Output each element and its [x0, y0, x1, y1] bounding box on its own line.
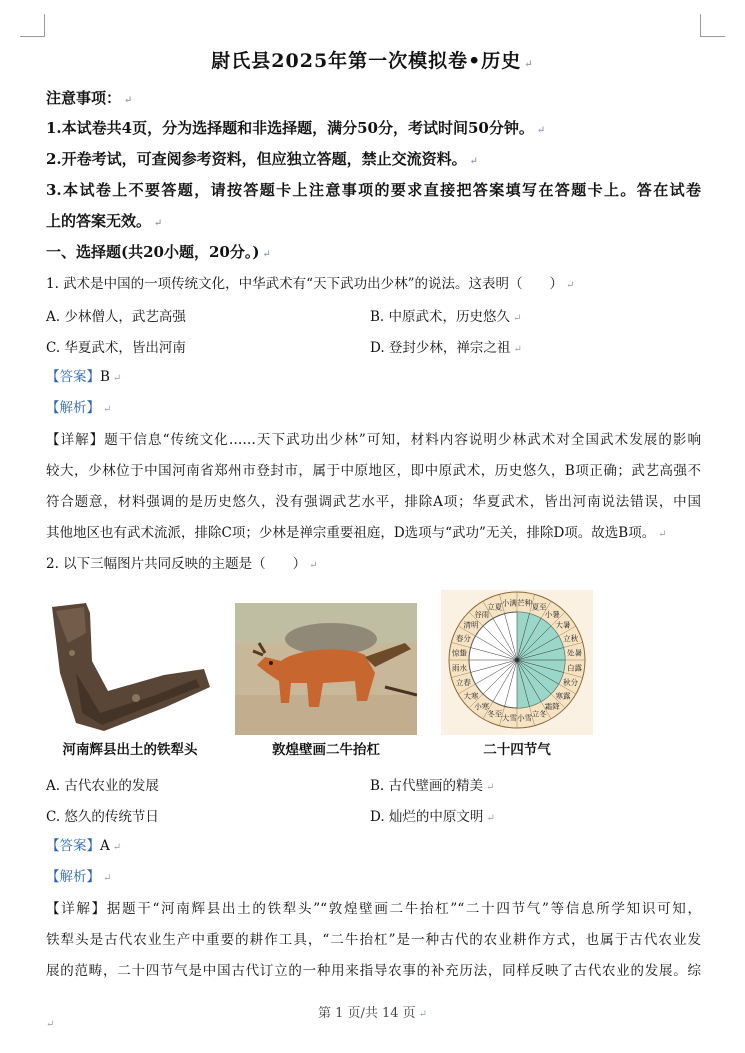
solar-term-label: 芒种: [517, 598, 533, 608]
question-2-options-row-1: [46, 774, 701, 794]
solar-term-label: 雨水: [451, 663, 467, 673]
solar-term-label: 立夏: [487, 602, 503, 612]
solar-term-label: 立秋: [563, 633, 579, 643]
question-1-options-row-2: [46, 336, 701, 356]
wheel-center: [515, 658, 519, 662]
figure-caption: 二十四节气: [483, 742, 551, 758]
dunhuang-mural-image: [235, 603, 417, 735]
solar-term-label: 小寒: [474, 702, 490, 712]
question-1-analysis-label: 【解析】 ↵: [46, 400, 112, 416]
question-1-detail-line: 较大，少林位于中国河南省郑州市登封市，属于中原地区，即中原武术，历史悠久，B项正确；武艺高强不: [46, 463, 701, 479]
solar-term-label: 清明: [463, 620, 479, 630]
question-2-detail-line: 展的范畴，二十四节气是中国古代订立的一种用来指导农事的补充历法，同样反映了古代农业的发展。综: [46, 963, 701, 979]
question-2-answer: 【答案】A ↵: [46, 838, 122, 854]
option-a: A. 少林僧人，武艺高强: [46, 309, 186, 325]
solar-term-label: 白露: [567, 663, 583, 673]
option-c: C. 悠久的传统节日: [46, 809, 159, 825]
solar-term-label: 霜降: [544, 702, 560, 712]
question-2-options-row-2: [46, 805, 701, 825]
option-d: D. 登封少林，禅宗之祖 ↵: [370, 340, 522, 356]
solar-term-label: 小暑: [544, 609, 560, 619]
page-footer: 第 1 页/共 14 页 ↵: [317, 1006, 428, 1021]
solar-term-label: 谷雨: [474, 609, 490, 619]
iron-plough-image: [46, 603, 214, 735]
solar-terms-wheel-image: [441, 590, 593, 735]
notice-item: 3.本试卷上不要答题，请按答题卡上注意事项的要求直接把答案填写在答题卡上。答在试卷: [46, 181, 701, 199]
question-1-answer: 【答案】B ↵: [46, 369, 122, 385]
solar-term-label: 小雪: [517, 713, 533, 723]
solar-term-label: 大寒: [463, 691, 479, 701]
option-b: B. 中原武术，历史悠久 ↵: [370, 309, 522, 325]
question-2-detail-line: 铁犁头是古代农业生产中重要的耕作工具，“二牛抬杠”是一种古代的农业耕作方式，也属于古代农业发: [46, 932, 701, 948]
question-1-detail-line: 其他地区也有武术流派，排除C项；少林是禅宗重要祖庭，D选项与“武功”无关，排除D项。故选B项。 ↵: [46, 525, 667, 541]
solar-term-label: 大雪: [501, 713, 517, 723]
figure-caption: 河南辉县出土的铁犁头: [62, 742, 198, 758]
solar-term-label: 寒露: [555, 691, 571, 701]
crop-mark-top-left: [20, 14, 45, 37]
notice-item: 2.开卷考试，可查阅参考资料，但应独立答题，禁止交流资料。 ↵: [46, 150, 479, 168]
question-1-detail-line: 【详解】题干信息“传统文化……天下武功出少林”可知，材料内容说明少林武术对全国武术发展的影响: [46, 432, 701, 448]
option-a: A. 古代农业的发展: [46, 778, 159, 794]
solar-term-label: 冬至: [487, 709, 503, 719]
page-title: 尉氏县2025年第一次模拟卷•历史 ↵: [211, 50, 534, 72]
solar-term-label: 秋分: [563, 678, 579, 688]
solar-term-label: 春分: [455, 633, 471, 643]
option-d: D. 灿烂的中原文明 ↵: [370, 809, 495, 825]
notice-item: 1.本试卷共4页，分为选择题和非选择题，满分50分，考试时间50分钟。 ↵: [46, 119, 546, 137]
solar-term-label: 惊蛰: [451, 648, 467, 658]
notice-item: 上的答案无效。 ↵: [46, 212, 163, 230]
option-b: B. 古代壁画的精美 ↵: [370, 778, 495, 794]
question-1-stem: 1. 武术是中国的一项传统文化，中华武术有“天下武功出少林”的说法。这表明（ ） ↵: [46, 276, 575, 292]
solar-term-label: 立春: [455, 678, 471, 688]
solar-term-label: 小满: [501, 598, 517, 608]
figure-caption: 敦煌壁画二牛抬杠: [272, 742, 380, 758]
crop-mark-top-right: [700, 14, 725, 37]
question-2-analysis-label: 【解析】 ↵: [46, 869, 112, 885]
solar-term-label: 夏至: [531, 602, 547, 612]
paragraph-mark: ↵: [46, 1019, 55, 1030]
solar-term-label: 立冬: [531, 709, 547, 719]
question-2-detail-line: 【详解】据题干“河南辉县出土的铁犁头”“敦煌壁画二牛抬杠”“二十四节气”等信息所学知识可知，: [46, 901, 702, 917]
question-2-stem: 2. 以下三幅图片共同反映的主题是（ ） ↵: [46, 556, 318, 572]
solar-term-label: 处暑: [567, 648, 583, 658]
solar-term-label: 大暑: [555, 620, 571, 630]
section-heading: 一、选择题(共20小题，20分。) ↵: [46, 243, 271, 261]
question-1-options-row-1: [46, 305, 701, 325]
notice-heading: 注意事项： ↵: [46, 89, 133, 107]
question-1-detail-line: 符合题意，材料强调的是历史悠久，没有强调武艺水平，排除A项；华夏武术，皆出河南说法错误，中国: [46, 494, 701, 510]
option-c: C. 华夏武术，皆出河南: [46, 340, 186, 356]
